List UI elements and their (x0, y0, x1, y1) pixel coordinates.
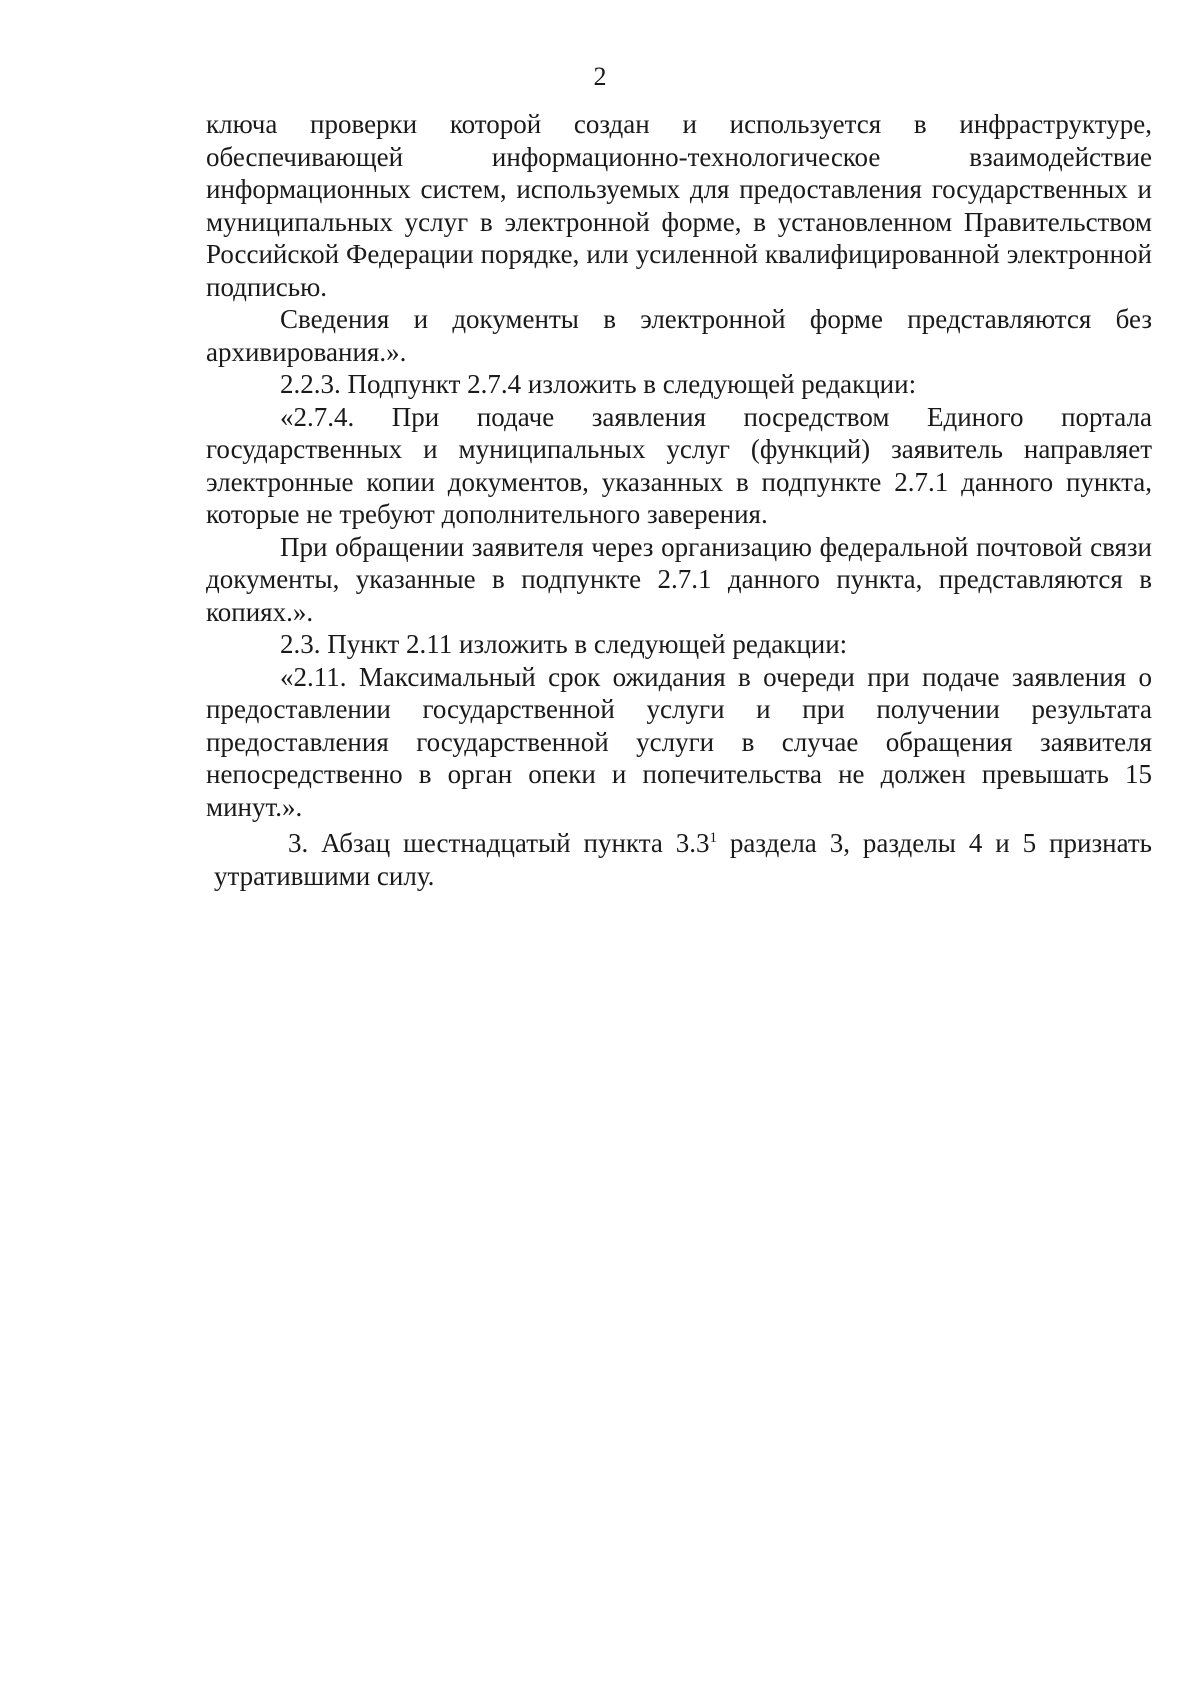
paragraph-subclause-2-3: 2.3. Пункт 2.11 изложить в следующей редакции: (280, 629, 848, 659)
page-number: 2 (593, 62, 607, 91)
paragraph-repeal (206, 827, 1152, 892)
repeal-text-end: раздела 3, разделы 4 и 5 признать утратившими силу. (214, 828, 1152, 891)
repeal-text-start: 3. Абзац шестнадцатый пункта 3.3 (288, 828, 710, 858)
document-body (206, 108, 1152, 892)
paragraph-clause-2-11: «2.11. Максимальный срок ожидания в очереди при подаче заявления о предоставлении государственной услуги и при получении результата предоставления государственной услуги в случае обращения заявителя непосредственно в орган опеки и попечительства не должен превышать 15 минут.». (206, 661, 1152, 822)
paragraph-signature-key: ключа проверки которой создан и используется в инфраструктуре, обеспечивающей информационно-технологическое взаимодействие информационных систем, используемых для предоставления государственных и муниципальных услуг в электронной форме, в установленном Правительством Российской Федерации порядке, или усиленной квалифицированной электронной подписью. (206, 109, 1152, 302)
superscript-one: 1 (709, 830, 717, 846)
paragraph-no-archiving: Сведения и документы в электронной форме представляются без архивирования.». (206, 304, 1152, 367)
paragraph-clause-2-7-4: «2.7.4. При подаче заявления посредством Единого портала государственных и муниципальных услуг (функций) заявитель направляет электронные копии документов, указанных в подпункте 2.7.1 данного пункта, которые не требуют дополнительного заверения. (206, 401, 1152, 529)
paragraph-postal-copies: При обращении заявителя через организацию федеральной почтовой связи документы, указанные в подпункте 2.7.1 данного пункта, представляются в копиях.». (206, 531, 1152, 627)
paragraph-subclause-2-2-3: 2.2.3. Подпункт 2.7.4 изложить в следующей редакции: (280, 369, 917, 399)
